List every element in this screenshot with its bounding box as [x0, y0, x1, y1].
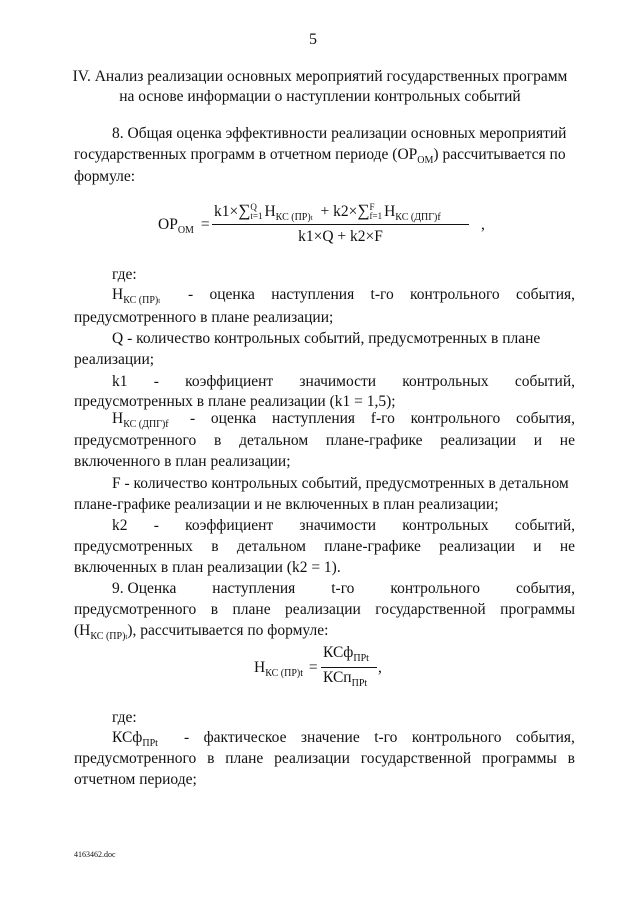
def5-line2: плане-графике реализации и не включенных в план реализации;: [74, 496, 499, 513]
p9-line3: $(Н_{КС (ПР)t})$, рассчитывается по формуле:: [74, 622, 329, 643]
def1-line1: - оценка наступления t-го контрольного события,: [188, 286, 575, 303]
formula1-fraction-line: [212, 224, 469, 225]
def6-line3: включенных в план реализации (k2 = 1).: [74, 559, 341, 576]
def4-line2: предусмотренного в детальном плане-графике реализации и не: [74, 432, 575, 449]
p8-line2: государственных программ в отчетном периоде $(ОР_{ОМ})$ рассчитывается по: [74, 146, 566, 167]
def-ksf-symbol: КСф$_{ПРt}$: [112, 729, 158, 750]
def2-line1: Q - количество контрольных событий, предусмотренных в плане: [112, 330, 541, 347]
footer-doc-name: 4163462.doc: [74, 850, 116, 859]
formula1-comma: ,: [481, 216, 485, 233]
formula2-lhs: $Н_{КС (ПР)t}$ =: [254, 659, 318, 680]
p9-line1: 9. Оценка наступления t-го контрольного события,: [112, 580, 575, 597]
where-label-2: где:: [112, 709, 137, 726]
where-label-1: где:: [112, 266, 137, 283]
def6-line2: предусмотренных в детальном плане-графике реализации и не: [74, 538, 575, 555]
def1-symbol: $Н_{КС (ПР)t}$: [112, 286, 161, 307]
formula2-fraction-line: [321, 667, 377, 668]
def3-line2: предусмотренных в плане реализации (k1 = 1,5);: [74, 393, 396, 410]
def-ksf-line1: - фактическое значение t-го контрольного события,: [184, 729, 575, 746]
def-ksf-line3: отчетном периоде;: [74, 771, 197, 788]
section-heading-line2: на основе информации о наступлении контрольных событий: [119, 88, 521, 105]
formula1-numerator: k1×∑ Q t=1 $Н_{КС (ПР)t} + k2\times\sum$ F f=1 $Н_{КС (ДПГ)f}$: [214, 201, 441, 224]
def4-line3: включенного в план реализации;: [74, 453, 291, 470]
def5-line1: F - количество контрольных событий, предусмотренных в детальном: [112, 475, 569, 492]
def4-symbol: $Н_{КС (ДПГ)f}$: [112, 410, 169, 431]
p9-line2: предусмотренного в плане реализации государственной программы: [74, 601, 575, 618]
formula1-lhs: $ОР_{ОМ}$ =: [158, 216, 210, 237]
def3-line1: k1 - коэффициент значимости контрольных событий,: [112, 373, 575, 390]
formula2-comma: ,: [378, 659, 382, 676]
def6-line1: k2 - коэффициент значимости контрольных событий,: [112, 517, 575, 534]
def2-line2: реализации;: [74, 351, 155, 368]
def4-line1: - оценка наступления f-го контрольного события,: [190, 410, 575, 427]
section-heading-line1: IV. Анализ реализации основных мероприятий государственных программ: [72, 68, 568, 85]
p8-line1: 8. Общая оценка эффективности реализации основных мероприятий: [112, 125, 567, 142]
formula1-denominator: k1×Q + k2×F: [298, 228, 383, 245]
def-ksf-line2: предусмотренного в плане реализации государственной программы в: [74, 750, 575, 767]
formula2-denominator: КСп$_{ПРt}$: [323, 669, 368, 690]
page-number: 5: [309, 31, 317, 48]
p8-line3: формуле:: [74, 168, 136, 185]
def1-line2: предусмотренного в плане реализации;: [74, 309, 334, 326]
formula2-numerator: КСф$_{ПРt}$: [323, 644, 369, 665]
